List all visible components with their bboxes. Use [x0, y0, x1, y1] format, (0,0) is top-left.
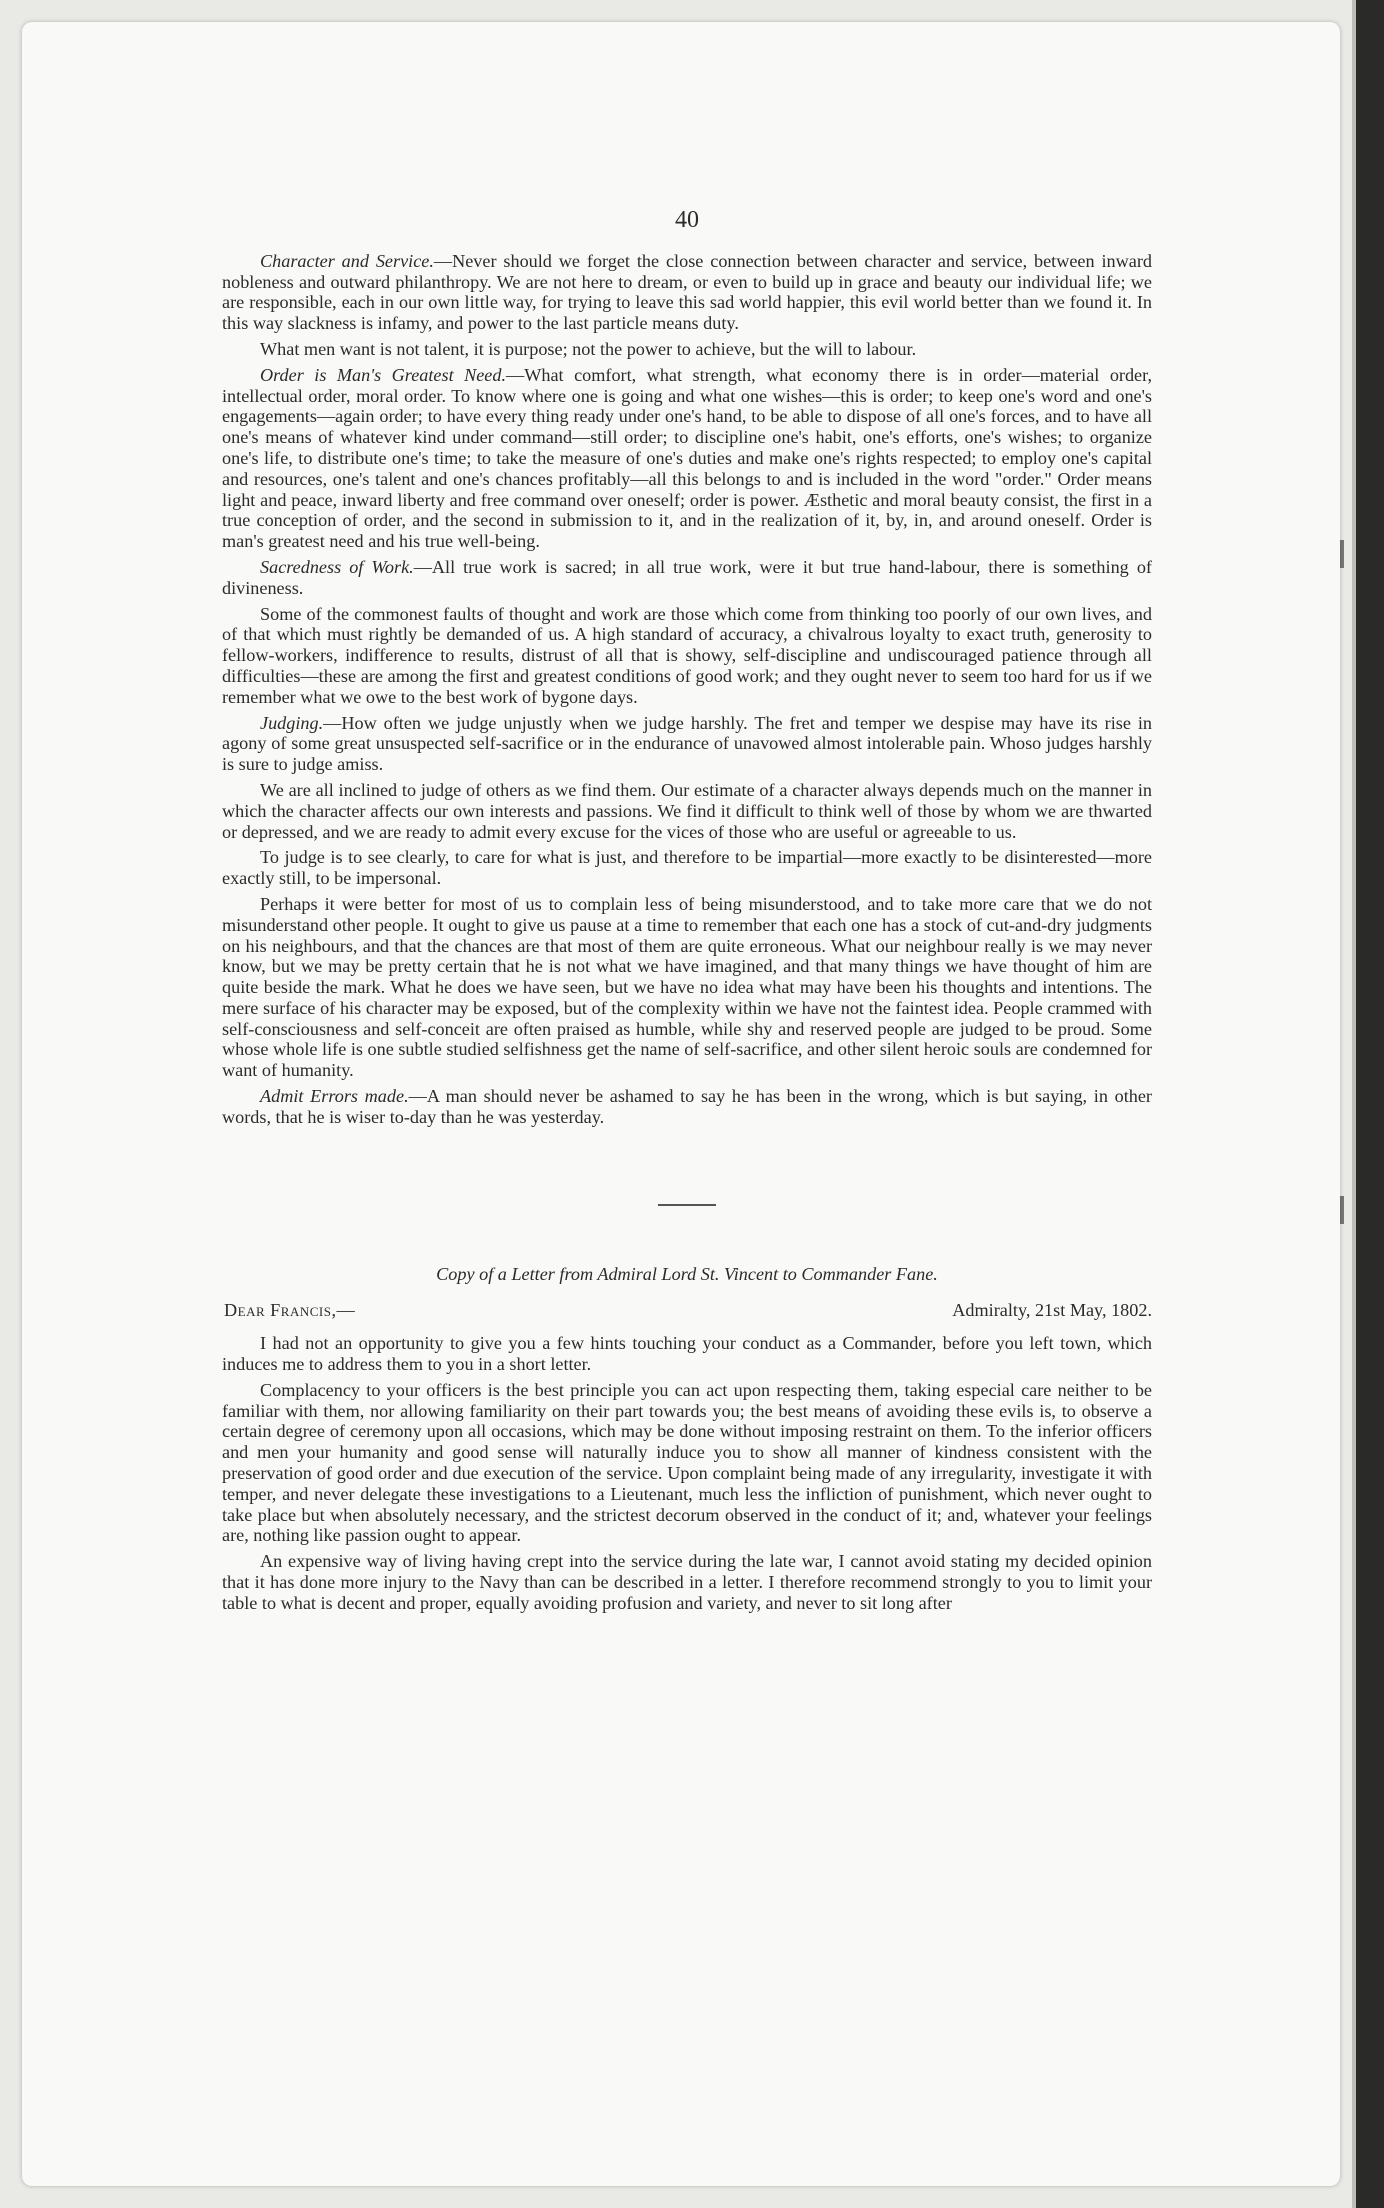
essay-section — [222, 251, 1152, 1128]
paragraph-heading: Order is Man's Greatest Need. — [260, 364, 507, 385]
page-number: 40 — [675, 207, 699, 233]
paragraph-heading: Character and Service. — [260, 250, 434, 271]
letter-salutation: Dear Francis,— — [224, 1300, 356, 1321]
paragraph-heading: Judging. — [260, 712, 324, 733]
page-content — [222, 207, 1153, 1619]
letter-title: Copy of a Letter from Admiral Lord St. Vincent to Commander Fane. — [436, 1263, 938, 1284]
adjacent-page-border — [1352, 0, 1356, 2208]
paragraph-text: Perhaps it were better for most of us to complain less of being misunderstood, and to take more care that we do not misunderstand other people. It ought to give us pause at a time to remember that each one has a stock of cut-and-dry judgments on his neighbours, and that the chances are that most of them are quite erroneous. What our neighbour really is we may never know, but we may be pretty certain that he is not what we have imagined, and that many things we have thought of him are quite beside the mark. What he does we have seen, but we have no idea what may have been his thoughts and intentions. The mere surface of his character may be exposed, but of the complexity within we have not the faintest idea. People crammed with self-consciousness and self-conceit are often praised as humble, while shy and reserved people are judged to be proud. Some whose whole life is one subtle studied selfishness get the name of self-sacrifice, and other silent heroic souls are condemned for want of humanity. — [222, 893, 1152, 1081]
paragraph — [222, 780, 1152, 842]
paragraph-text: —Never should we forget the close connection between character and service, between inward nobleness and outward philanthropy. We are not here to dream, or even to build up in grace and beauty our individual life; we are responsible, each in our own little way, for trying to leave this sad world happier, this evil world better than we found it. In this way slackness is infamy, and power to the last particle means duty. — [222, 250, 1152, 334]
paragraph-text: To judge is to see clearly, to care for what is just, and therefore to be impartial—more exactly to be disinterested—more exactly still, to be impersonal. — [222, 847, 1152, 889]
paragraph — [222, 339, 1152, 360]
letter-dateline: Admiralty, 21st May, 1802. — [952, 1300, 1152, 1321]
paragraph — [222, 604, 1152, 708]
paragraph — [222, 847, 1152, 889]
paragraph-text: —What comfort, what strength, what economy there is in order—material order, intellectual order, moral order. To know where one is going and what one wishes—this is order; to keep one's word and one's engagements—again order; to have every thing ready under one's hand, to be able to dispose of all one's forces, and to have all one's means of whatever kind under command—still order; to discipline one's habit, one's efforts, one's wishes; to organize one's life, to distribute one's time; to take the measure of one's duties and make one's rights respected; to employ one's capital and resources, one's talent and one's chances profitably—all this belongs to and is included in the word "order." Order means light and peace, inward liberty and free command over oneself; order is power. Æsthetic and moral beauty consist, the first in a true conception of order, and the second in submission to it, and in the realization of it, by, in, and around oneself. Order is man's greatest need and his true well-being. — [222, 364, 1153, 552]
section-divider — [658, 1204, 716, 1206]
paragraph — [222, 894, 1152, 1081]
letter-paragraph: I had not an opportunity to give you a few hints touching your conduct as a Commander, before you left town, which induces me to address them to you in a short letter. — [222, 1333, 1152, 1375]
adjacent-page-edge — [1352, 0, 1384, 2208]
paragraph-text: Some of the commonest faults of thought and work are those which come from thinking too poorly of our own lives, and of that which must rightly be demanded of us. A high standard of accuracy, a chivalrous loyalty to exact truth, generosity to fellow-workers, indifference to results, distrust of all that is showy, self-discipline and undiscouraged patience through all difficulties—these are among the first and greatest conditions of good work; and they ought never to seem too hard for us if we remember what we owe to the best work of bygone days. — [222, 603, 1152, 707]
letter-header — [222, 1300, 1152, 1321]
paragraph-heading: Admit Errors made. — [260, 1086, 409, 1107]
letter-paragraph: An expensive way of living having crept into the service during the late war, I cannot avoid stating my decided opinion that it has done more injury to the Navy than can be described in a letter. I therefore recommend strongly to you to limit your table to what is decent and proper, equally avoiding profusion and variety, and never to sit long after — [222, 1551, 1152, 1613]
paragraph-text: —How often we judge unjustly when we judge harshly. The fret and temper we despise may have its rise in agony of some great unsuspected self-sacrifice or in the endurance of unavowed almost intolerable pain. Whoso judges harshly is sure to judge amiss. — [222, 712, 1152, 775]
paragraph-text: What men want is not talent, it is purpose; not the power to achieve, but the will to labour. — [260, 338, 917, 359]
paragraph-heading: Sacredness of Work. — [260, 556, 414, 577]
paragraph — [222, 365, 1152, 552]
paragraph-text: We are all inclined to judge of others as we find them. Our estimate of a character always depends much on the manner in which the character affects our own interests and passions. We find it difficult to think well of those by whom we are thwarted or depressed, and we are ready to admit every excuse for the vices of those who are useful or agreeable to us. — [222, 779, 1152, 842]
paragraph — [222, 1086, 1152, 1128]
paragraph — [222, 557, 1152, 599]
paragraph-text: —All true work is sacred; in all true work, were it but true hand-labour, there is something of divineness. — [222, 556, 1152, 598]
paragraph-text: —A man should never be ashamed to say he has been in the wrong, which is but saying, in other words, that he is wiser to-day than he was yesterday. — [222, 1086, 1152, 1127]
paragraph — [222, 713, 1152, 775]
letter-paragraph: Complacency to your officers is the best principle you can act upon respecting them, taking especial care neither to be familiar with them, nor allowing familiarity on their part towards you; the best means of avoiding these evils is, to observe a certain degree of ceremony upon all occasions, which may be done without imposing restraint on them. To the inferior officers and men your humanity and good sense will naturally induce you to show all manner of kindness consistent with the preservation of good order and due execution of the service. Upon complaint being made of any irregularity, investigate it with temper, and never delegate these investigations to a Lieutenant, much less the infliction of punishment, which never ought to take place but when absolutely necessary, and the strictest decorum observed in the conduct of it; and, whatever your feelings are, nothing like passion ought to appear. — [222, 1379, 1152, 1546]
paragraph — [222, 251, 1152, 334]
